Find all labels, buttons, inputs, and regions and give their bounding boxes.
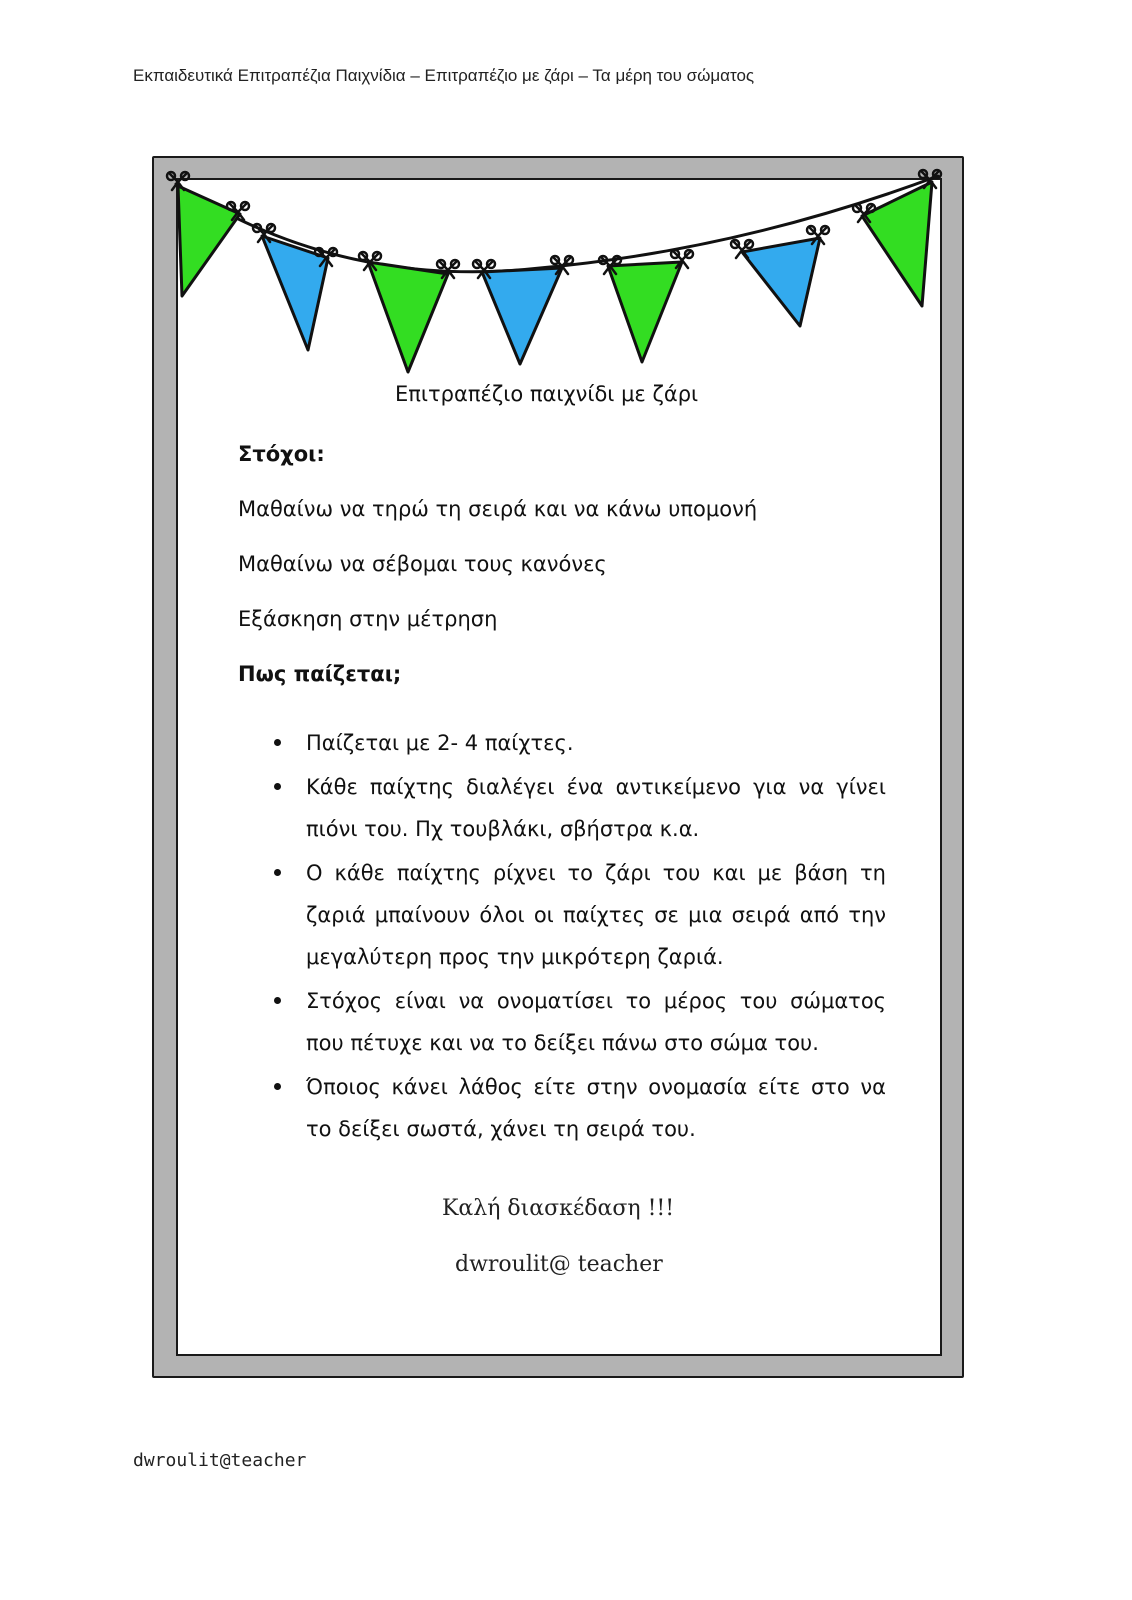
goal-item-3: Εξάσκηση στην μέτρηση [238, 607, 498, 631]
rule-item [270, 852, 886, 978]
goals-heading: Στόχοι: [238, 442, 325, 466]
bullet-icon [274, 739, 281, 746]
rule-item [270, 766, 886, 850]
rule-item [270, 980, 886, 1064]
bullet-icon [274, 1083, 281, 1090]
bullet-icon [274, 869, 281, 876]
author-signature: dwroulit@ teacher [455, 1252, 663, 1277]
rule-text: Παίζεται με 2- 4 παίχτες. [306, 731, 574, 755]
flag-6 [742, 238, 820, 326]
page-header: Εκπαιδευτικά Επιτραπέζια Παιχνίδια – Επιτραπέζιο με ζάρι – Τα μέρη του σώματος [133, 66, 755, 85]
rule-text: Στόχος είναι να ονοματίσει το μέρος του σώματος που πέτυχε και να το δείξει πάνω στο σώμα του. [306, 989, 886, 1055]
goal-item-2: Μαθαίνω να σέβομαι τους κανόνες [238, 552, 607, 576]
flag-4 [482, 268, 562, 364]
bunting-decoration [0, 0, 1132, 380]
page-footer: dwroulit@teacher [133, 1450, 307, 1471]
closing-message: Καλή διασκέδαση !!! [442, 1196, 675, 1221]
rule-text: Κάθε παίχτης διαλέγει ένα αντικείμενο για να γίνει πιόνι του. Πχ τουβλάκι, σβήστρα κ.α. [306, 775, 886, 841]
rules-list [270, 722, 886, 1152]
bullet-icon [274, 783, 281, 790]
flag-2 [262, 236, 328, 350]
bullet-icon [274, 997, 281, 1004]
rule-item [270, 722, 886, 764]
game-title: Επιτραπέζιο παιχνίδι με ζάρι [395, 382, 699, 406]
flag-3 [368, 262, 448, 372]
flag-7 [862, 182, 932, 306]
rule-text: Όποιος κάνει λάθος είτε στην ονομασία είτε στο να το δείξει σωστά, χάνει τη σειρά του. [306, 1075, 886, 1141]
goal-item-1: Μαθαίνω να τηρώ τη σειρά και να κάνω υπομονή [238, 497, 758, 521]
rule-item [270, 1066, 886, 1150]
rule-text: Ο κάθε παίχτης ρίχνει το ζάρι του και με βάση τη ζαριά μπαίνουν όλοι οι παίχτες σε μια σειρά από την μεγαλύτερη προς την μικρότερη ζαριά. [306, 861, 886, 969]
rules-heading: Πως παίζεται; [238, 662, 402, 686]
flag-5 [608, 262, 682, 362]
